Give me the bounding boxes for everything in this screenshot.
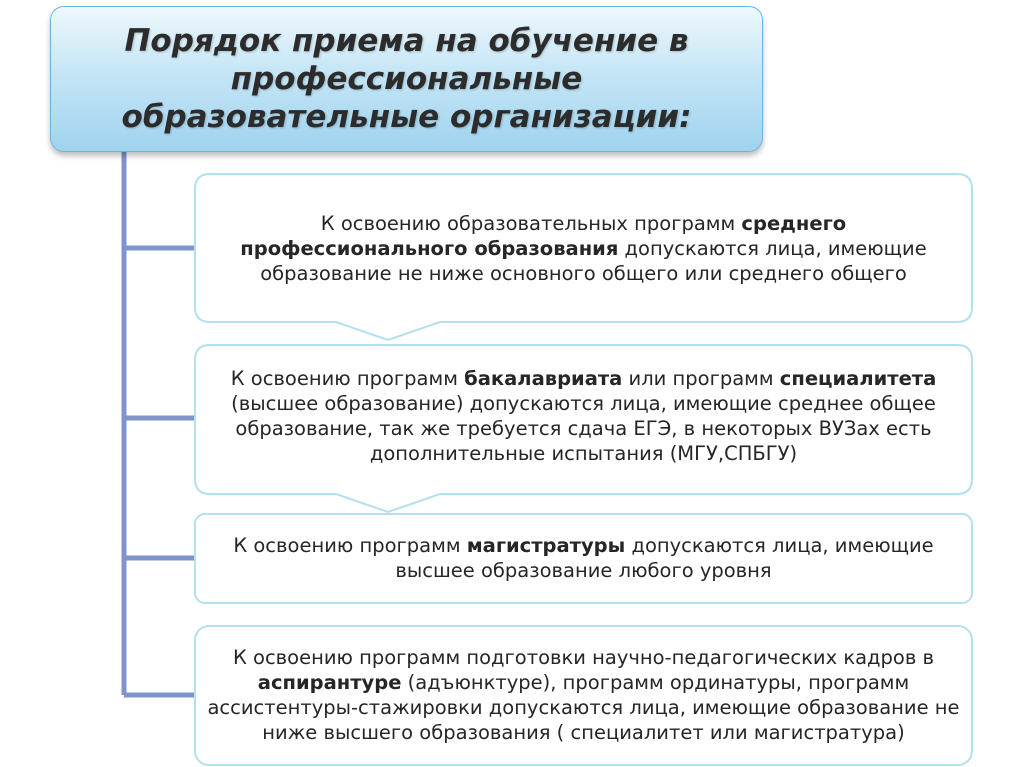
text-run: К освоению программ подготовки научно-педагогических кадров в [232, 645, 935, 669]
text-run: или программ [622, 366, 780, 390]
title-text: Порядок приема на обучение в профессиональные образовательные организации: [121, 23, 692, 135]
text-run: К освоению образовательных программ [320, 211, 742, 235]
info-box-3-text [207, 533, 960, 583]
info-box-postgraduate [195, 624, 972, 765]
title-box [50, 6, 763, 152]
text-run: К освоению программ [230, 366, 465, 390]
text-run: допускаются лица, имеющие высшее образование любого уровня [395, 533, 934, 582]
info-box-1-text [207, 211, 960, 286]
info-box-master [195, 512, 972, 603]
highlight-term: специалитета [779, 366, 937, 390]
highlight-term: среднего профессионального образования [240, 211, 847, 260]
highlight-term: бакалавриата [464, 366, 623, 390]
text-run: (высшее образование) допускаются лица, имеющие среднее общее образование, так же требуется сдача ЕГЭ, в некоторых ВУЗах есть дополнительные испытания (МГУ,СПБГУ) [231, 391, 936, 465]
text-run: (адъюнктуре), программ ординатуры, программ ассистентуры-стажировки допускаются лица, имеющие образование не ниже высшего образования ( специалитет или магистратура) [207, 670, 960, 744]
info-box-bachelor [195, 337, 972, 494]
info-box-4-text [207, 645, 960, 745]
info-box-2-text [207, 366, 960, 466]
info-box-spo [195, 174, 972, 322]
text-run: допускаются лица, имеющие образование не ниже основного общего или среднего общего [260, 236, 927, 285]
text-run: К освоению программ [233, 533, 467, 557]
highlight-term: аспирантуре [257, 670, 402, 694]
highlight-term: магистратуры [466, 533, 626, 557]
